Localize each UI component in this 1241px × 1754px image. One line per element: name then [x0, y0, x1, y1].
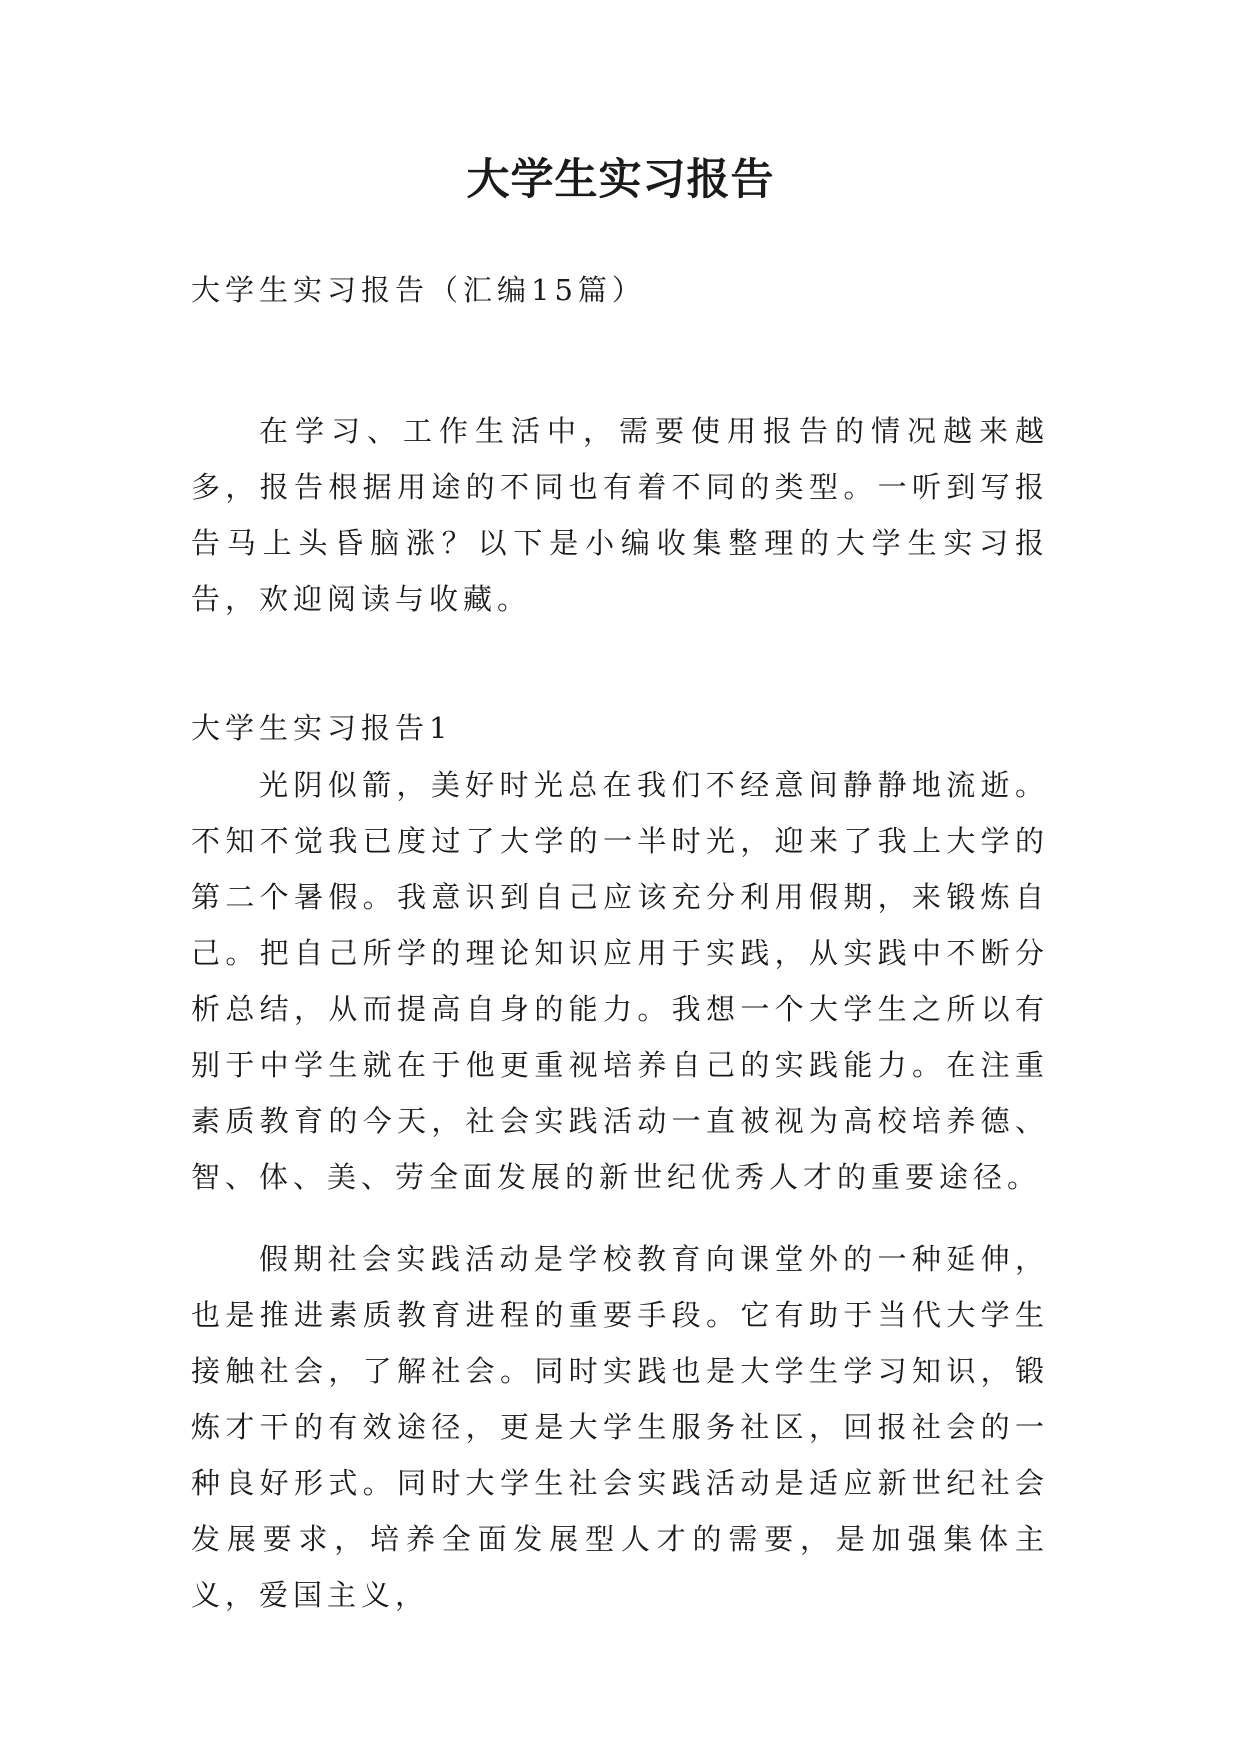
intro-paragraph: 在学习、工作生活中，需要使用报告的情况越来越多，报告根据用途的不同也有着不同的类型。一听到写报告马上头昏脑涨？以下是小编收集整理的大学生实习报告，欢迎阅读与收藏。 — [191, 414, 1049, 616]
document-title: 大学生实习报告 — [466, 155, 775, 205]
section-heading: 大学生实习报告1 — [191, 711, 453, 745]
body-paragraph-1: 光阴似箭，美好时光总在我们不经意间静静地流逝。不知不觉我已度过了大学的一半时光，迎来了我上大学的第二个暑假。我意识到自己应该充分利用假期，来锻炼自己。把自己所学的理论知识应用于实践，从实践中不断分析总结，从而提高自身的能力。我想一个大学生之所以有别于中学生就在于他更重视培养自己的实践能力。在注重素质教育的今天，社会实践活动一直被视为高校培养德、智、体、美、劳全面发展的新世纪优秀人才的重要途径。 — [191, 768, 1049, 1194]
body-paragraph-2: 假期社会实践活动是学校教育向课堂外的一种延伸，也是推进素质教育进程的重要手段。它有助于当代大学生接触社会，了解社会。同时实践也是大学生学习知识，锻炼才干的有效途径，更是大学生服务社区，回报社会的一种良好形式。同时大学生社会实践活动是适应新世纪社会发展要求，培养全面发展型人才的需要，是加强集体主义，爱国主义， — [191, 1242, 1049, 1612]
document-subtitle: 大学生实习报告（汇编15篇） — [191, 273, 646, 307]
